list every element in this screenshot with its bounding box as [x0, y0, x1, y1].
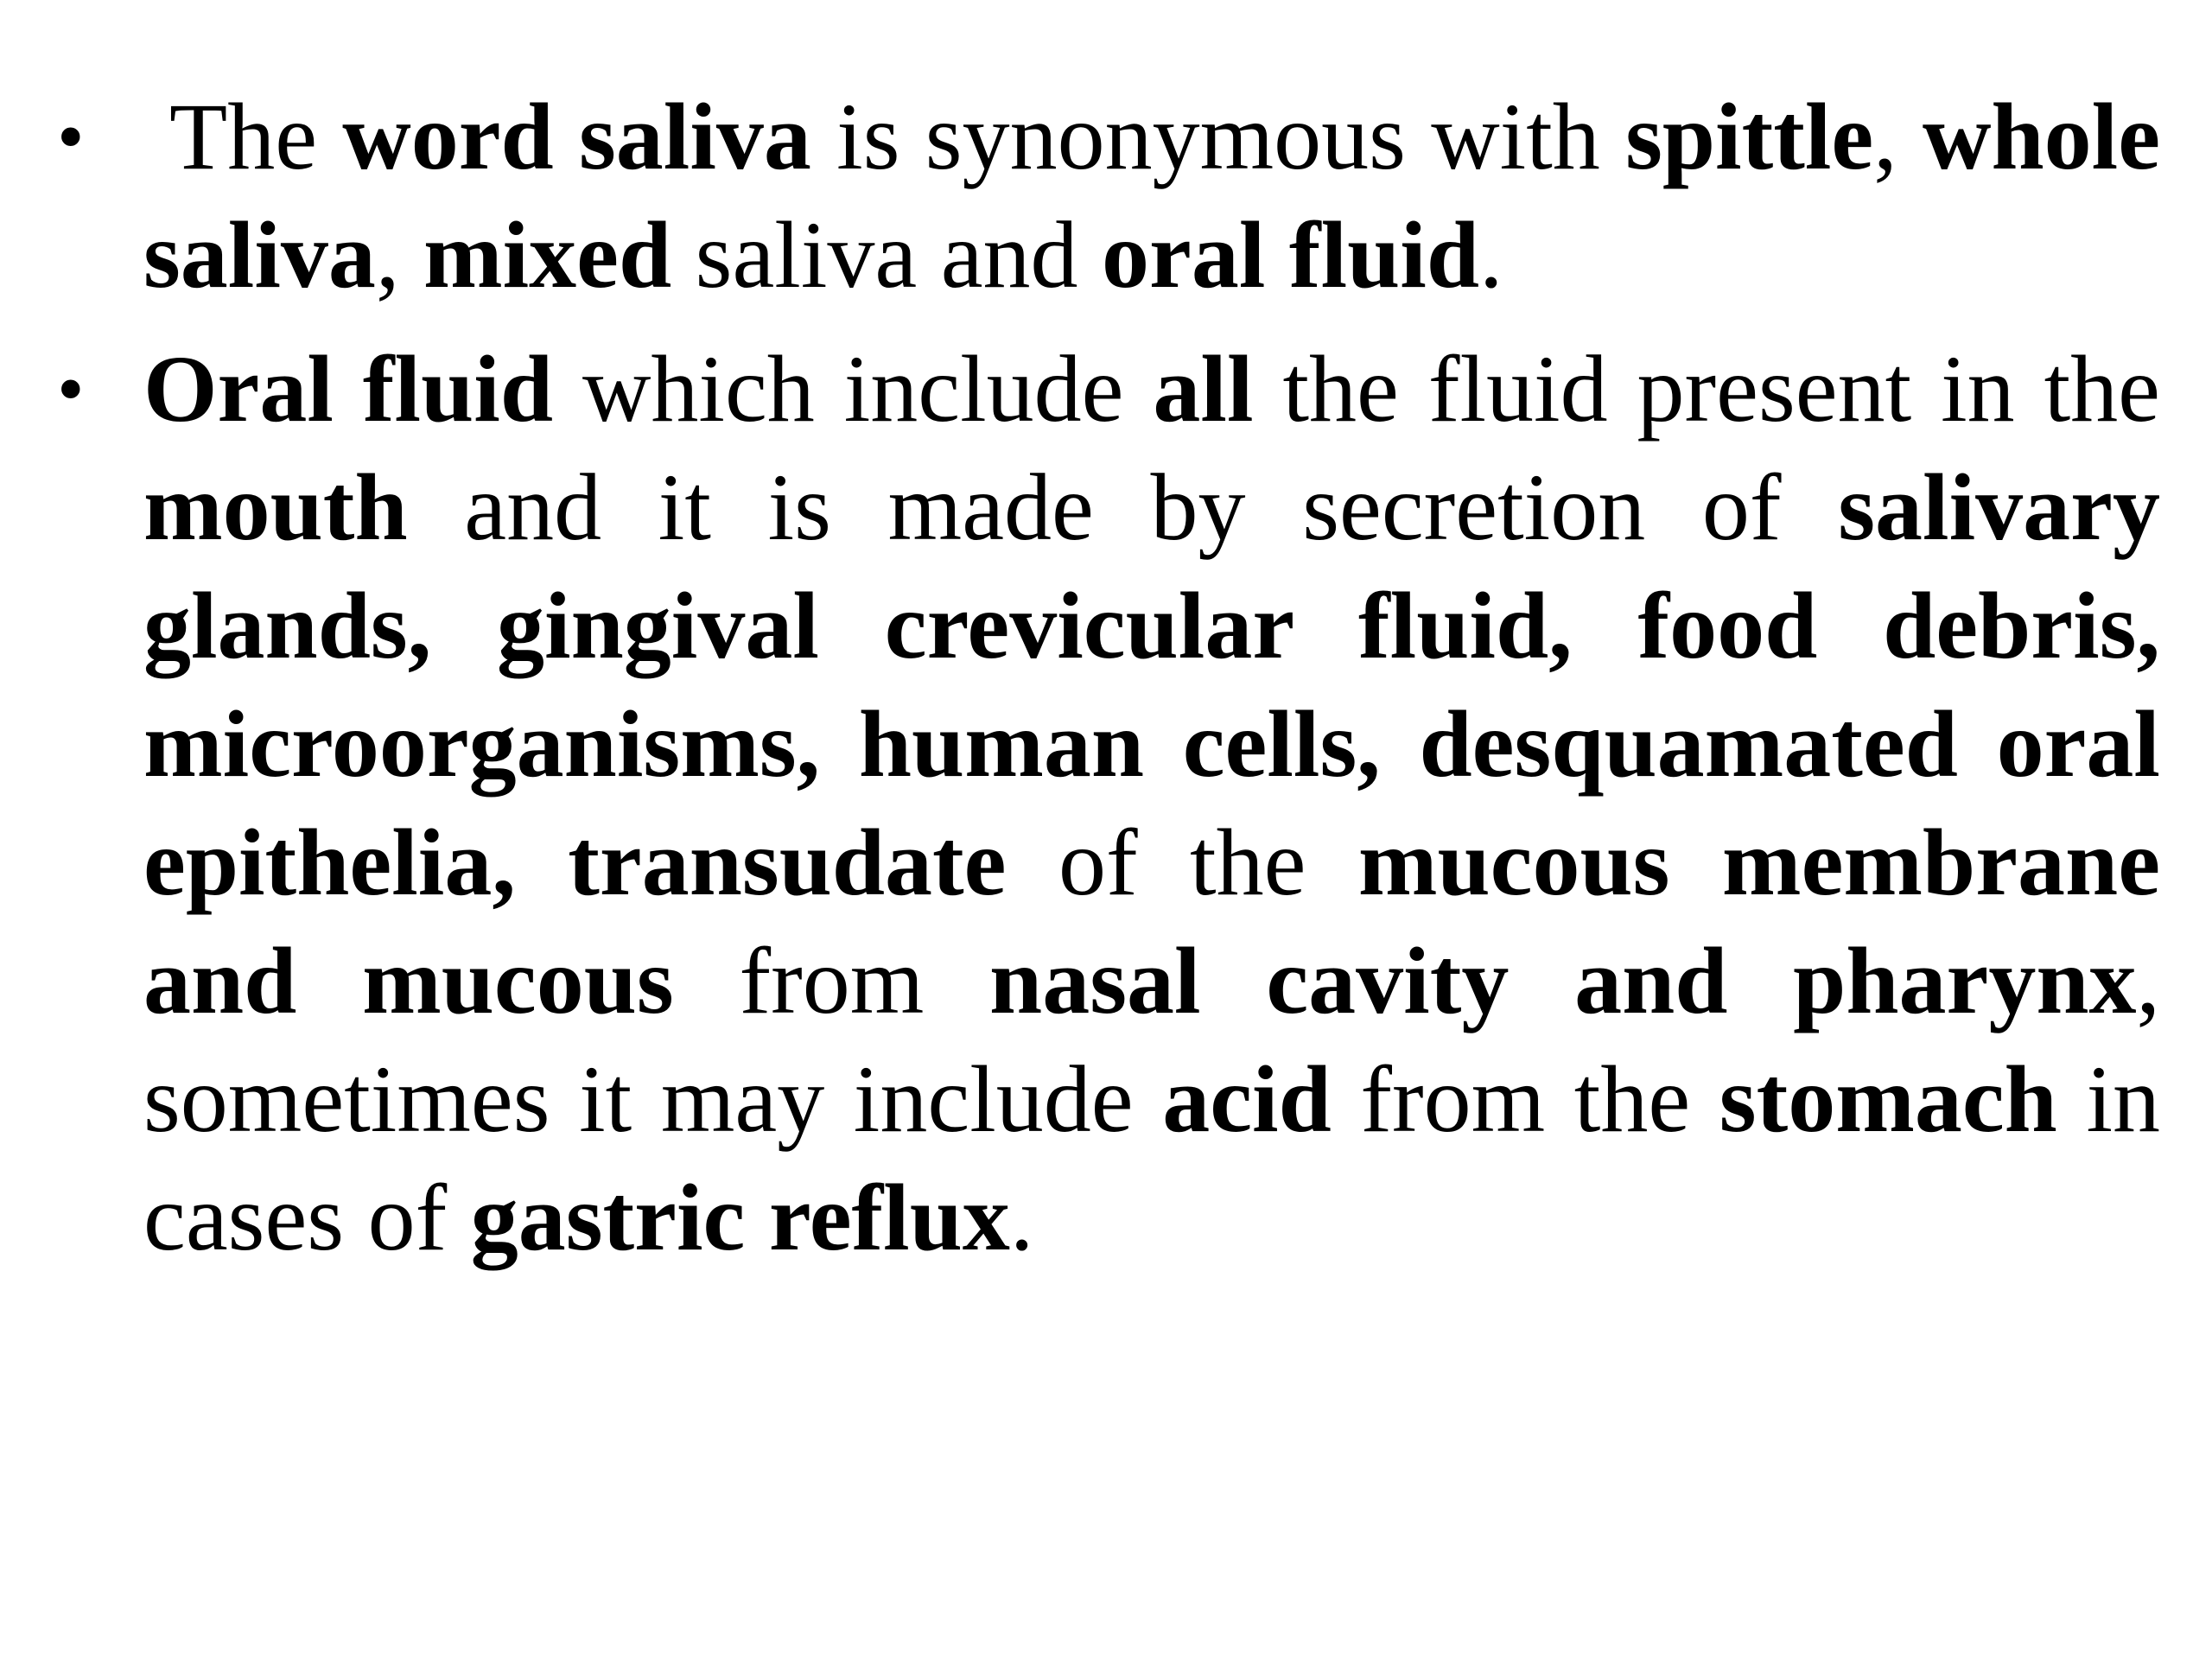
bold-text-segment: stomach: [1719, 1046, 2057, 1152]
bold-text-segment: oral fluid: [1102, 202, 1480, 308]
bullet-list: [52, 78, 2160, 1277]
bullet-marker: •: [57, 94, 85, 180]
text-segment: of the: [1006, 810, 1358, 915]
bold-text-segment: acid: [1162, 1046, 1332, 1152]
bold-text-segment: gastric reflux: [470, 1165, 1010, 1270]
bullet-text: [143, 84, 2160, 308]
text-segment: The: [169, 84, 343, 189]
text-segment: and it is made by secretion of: [407, 454, 1839, 560]
bold-text-segment: word saliva: [342, 84, 811, 189]
text-segment: from: [673, 928, 990, 1033]
bold-text-segment: spittle: [1625, 84, 1874, 189]
bold-text-segment: nasal cavity and pharynx: [989, 928, 2137, 1033]
text-segment: saliva and: [671, 202, 1103, 308]
bold-text-segment: mixed: [423, 202, 672, 308]
bold-text-segment: all: [1153, 336, 1254, 442]
bullet-item-saliva-synonyms: [52, 78, 2160, 315]
bullet-item-oral-fluid: [52, 330, 2160, 1277]
text-segment: , sometimes it may include: [143, 928, 2161, 1152]
bold-text-segment: whole saliva: [143, 84, 2161, 308]
bold-text-segment: Oral fluid: [143, 336, 553, 442]
bullet-text: [143, 336, 2160, 1270]
text-segment: .: [1009, 1165, 1034, 1270]
bold-text-segment: mouth: [143, 454, 408, 560]
bullet-marker: •: [57, 346, 85, 432]
text-segment: in cases of: [143, 1046, 2161, 1270]
text-segment: is synonymous with: [810, 84, 1626, 189]
text-segment: the fluid present in the: [1253, 336, 2160, 442]
text-segment: ,: [375, 202, 423, 308]
text-segment: which include: [553, 336, 1154, 442]
text-segment: ,: [1873, 84, 1923, 189]
bold-text-segment: salivary glands, gingival crevicular fluid, food debris, microorganisms, human cells, desquamated oral epithelia, transudate: [143, 454, 2160, 915]
bold-text-segment: mucous membrane and mucous: [143, 810, 2161, 1033]
text-segment: from the: [1331, 1046, 1719, 1152]
text-segment: .: [1479, 202, 1503, 308]
